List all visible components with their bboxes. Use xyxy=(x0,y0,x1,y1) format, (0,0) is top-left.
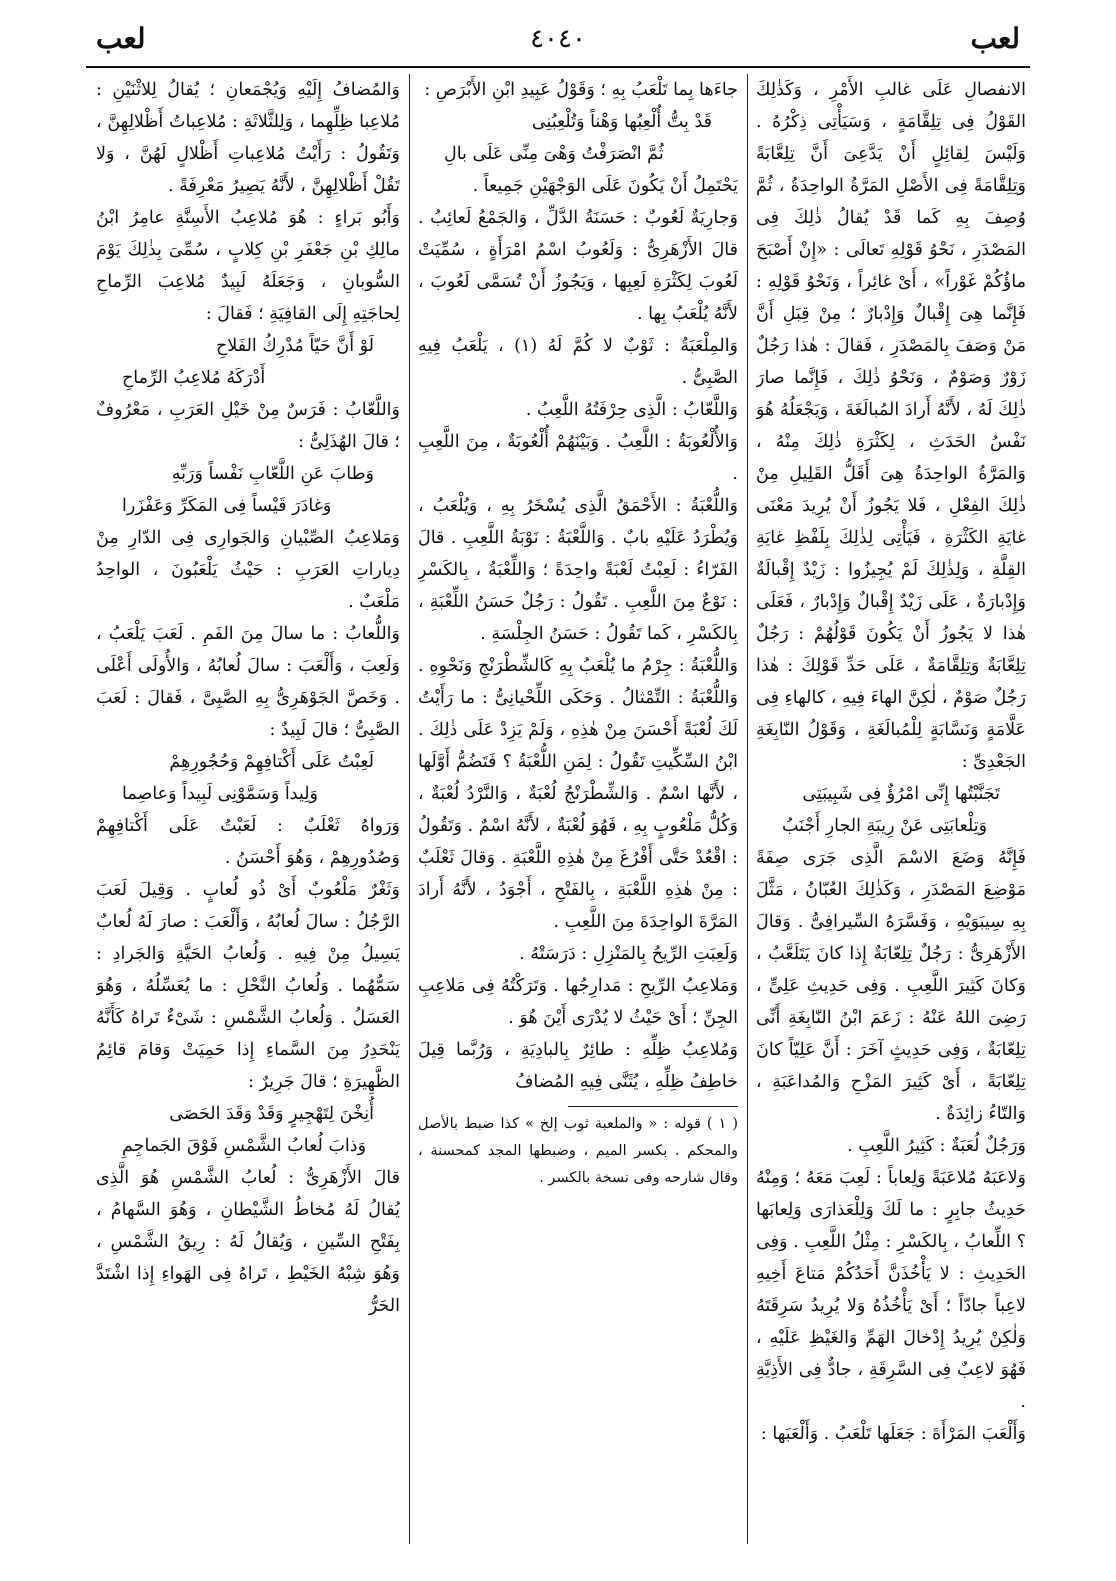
paragraph: وَالأُلْعُوبَةُ : اللَّعِبُ . وَبَيْنَهُمْ أُلْعُوبَةٌ ، مِنَ اللَّعِبِ . xyxy=(418,432,738,484)
footnote-rule xyxy=(568,1106,738,1107)
verse-line: وَطابَ عَنِ اللَّعّابِ نَفْساً وَرَبِّهِ xyxy=(171,464,374,484)
paragraph: وَثَغْرٌ مَلْعُوبٌ أَىْ ذُو لُعابٍ . وَقِيلَ لَعَبَ الرَّجُلُ : سالَ لُعابُهُ ، وَأَلْعَبَ : صارَ لَهُ لُعابٌ يَسِيلُ مِنْ فِيهِ . وَلُعابُ الحَيَّةِ وَالجَرادِ : سَمُّهُما . وَلُعابُ النَّحْلِ : ما يُعَسِّلُهُ ، وَهُوَ العَسَلُ . وَلُعابُ الشَّمْسِ : شَىْءٌ تَراهُ كَأَنَّهُ يَنْحَدِرُ مِنَ السَّماءِ إِذا حَمِيَتْ وَقامَ قائِمُ الظَّهِيرَةِ ؛ قالَ جَرِيرٌ : xyxy=(96,880,400,1092)
verse-line: تَجَنَّبْتُها إِنِّى امْرُؤٌ فِى شَبِيبَتِى xyxy=(802,784,1000,804)
paragraph: وَلاعَبَهُ مُلاعَبَةً وَلِعاباً : لَعِبَ مَعَهُ ؛ وَمِنْهُ حَدِيثُ جابِرٍ : ما لَكَ وَلِلْعَذارَى وَلِعابَها ؟ اللِّعابُ ، بِالكَسْرِ : مِثْلُ اللَّعِبِ . وَفِى الحَدِيثِ : لا يَأْخُذَنَّ أَحَدُكُمْ مَتاعَ أَخِيهِ لاعِباً جادّاً ؛ أَىْ يَأْخُذُهُ وَلا يُرِيدُ سَرِقَتَهُ وَلٰكِنْ يُرِيدُ إِدْخالَ الهَمِّ وَالغَيْظِ عَلَيْهِ ، فَهُوَ لاعِبٌ فِى السَّرِقَةِ ، جادٌّ فِى الأَذِيَّةِ . xyxy=(756,1168,1026,1412)
paragraph: وَأَبُو بَراءٍ : هُوَ مُلاعِبُ الأَسِنَّةِ عامِرُ ابْنُ مالِكِ بْنِ جَعْفَرِ بْنِ كِلابٍ ، سُمِّىَ بِذٰلِكَ يَوْمَ السُّوبانِ ، وَجَعَلَهُ لَبِيدٌ مُلاعِبَ الرِّماحِ لِحاجَتِهِ إِلَى القافِيَةِ ؛ فَقالَ : xyxy=(96,208,400,324)
verse-line: قَدْ بِتُّ أُلْعِبُها وَهْناً وَتُلْعِبُنِى xyxy=(531,112,712,132)
verse-line: لَوْ أَنَّ حَيّاً مُدْرِكُ الفَلاحِ xyxy=(216,336,374,356)
verse-line: وَلِيداً وَسَمَّوْنِى لَبِيداً وَعاصِما xyxy=(122,784,319,804)
paragraph: وَجارِيَةٌ لَعُوبٌ : حَسَنَةُ الدَّلِّ ، وَالجَمْعُ لَعائِبُ . قالَ الأَزْهَرِىُّ : وَلَعُوبُ اسْمُ امْرَأَةٍ ، سُمِّيَتْ لَعُوبَ لِكَثْرَةِ لَعِبِها ، وَيَجُوزُ أَنْ تُسَمَّى لَعُوبَ ، لأَنَّهُ يُلْعَبُ بِها . xyxy=(418,208,738,324)
verse-line: أُنِخْنَ لِتَهْجِيرٍ وَقَدْ وَقَدَ الحَصَى xyxy=(169,1104,374,1124)
verse-line: أَدْرَكَهُ مُلاعِبُ الرِّماحِ xyxy=(122,368,266,388)
verse-line: وَتِلْعابَتِى عَنْ رِيبَةِ الجارِ أَجْنَبُ xyxy=(782,816,988,836)
text-column-right xyxy=(756,74,1026,1544)
text-column-middle xyxy=(418,74,738,1544)
paragraph: وَاللَّعّابُ : فَرَسٌ مِنْ خَيْلِ العَرَبِ ، مَعْرُوفٌ ؛ قالَ الهُذَلِىُّ : xyxy=(96,400,400,452)
paragraph: وَاللَّعّابُ : الَّذِى حِرْفَتُهُ اللَّعِبُ . xyxy=(525,400,738,420)
paragraph: قالَ الأَزْهَرِىُّ : لُعابُ الشَّمْسِ هُوَ الَّذِى يُقالُ لَهُ مُخاطُ الشَّيْطانِ ، وَهُوَ السَّهامُ ، بِفَتْحِ السِّينِ ، وَيُقالُ لَهُ : رِيقُ الشَّمْسِ ، وَهُوَ شِبْهُ الخَيْطِ ، تَراهُ فِى الهَواءِ إِذا اشْتَدَّ الحَرُّ xyxy=(96,1168,400,1316)
paragraph: جاءَها بِما تَلْعَبُ بِهِ ؛ وَقَوْلُ عَبِيدِ ابْنِ الأَبْرَصِ : xyxy=(424,80,738,100)
paragraph: فَإِنَّهُ وَضَعَ الاسْمَ الَّذِى جَرَى صِفَةً مَوْضِعَ المَصْدَرِ ، وَكَذٰلِكَ العُبّانُ ، مَثَّلَ بِهِ سِيبَوَيْهِ ، وَفَسَّرَهُ السِّيرافِىُّ . وَقالَ الأَزْهَرِىُّ : رَجُلٌ تِلِعّابَةٌ إِذا كانَ يَتَلَعَّبُ ، وَكانَ كَثِيرَ اللَّعِبِ . وَفِى حَدِيثِ عَلِىٍّ ، رَضِىَ اللهُ عَنْهُ : زَعَمَ ابْنُ النّابِغَةِ أَنِّى تِلِعّابَةٌ ، وَفِى حَدِيثٍ آخَرَ : أَنَّ عَلِيّاً كانَ تِلِعّابَةً ، أَىْ كَثِيرَ المَزْحِ وَالمُداعَبَةِ ، وَالتّاءُ زائِدَةٌ . xyxy=(756,848,1026,1124)
verse-line: ثُمَّ انْصَرَفْتُ وَهْىَ مِنِّى عَلَى بالِ xyxy=(444,144,664,164)
page-header xyxy=(86,16,1030,68)
paragraph: وَرَجُلٌ لُعَبَةٌ : كَثِيرُ اللَّعِبِ . xyxy=(847,1136,1026,1156)
paragraph: وَمُلاعِبُ ظِلِّهِ : طائِرٌ بِالبادِيَةِ ، وَرُبَّما قِيلَ خاطِفُ ظِلِّهِ ، يُثَنَّى فِيهِ المُضافُ xyxy=(418,1040,738,1092)
footnote: ( ١ ) قوله : « والملعبة ثوب إلخ » كذا ضبط بالأصل والمحكم . بكسر الميم ، وضبطها المجد كمحسنة ، وقال شارحه وفى نسخة بالكسر . xyxy=(418,1116,738,1186)
paragraph: وَاللُّعْبَةُ : جِرْمُ ما يُلْعَبُ بِهِ كَالشِّطْرَنْجِ وَنَحْوِهِ . وَاللُّعْبَةُ : التِّمْثالُ . وَحَكَى اللِّحْيانِىُّ : ما رَأَيْتُ لَكَ لُعْبَةً أَحْسَنَ مِنْ هٰذِهِ ، وَلَمْ يَزِدْ عَلَى ذٰلِكَ . ابْنُ السِّكِّيتِ تَقُولُ : لِمَنِ اللُّعْبَةُ ؟ فَتَضُمُّ أَوَّلَها ، لأَنَّها اسْمٌ . وَالشِّطْرَنْجُ لُعْبَةٌ ، وَالنَّرْدُ لُعْبَةٌ ، وَكُلُّ مَلْعُوبٍ بِهِ ، فَهُوَ لُعْبَةٌ ، لأَنَّهُ اسْمٌ . وَتَقُولُ : اقْعُدْ حَتَّى أَفْرُغَ مِنْ هٰذِهِ اللَّعْبَةِ . وَقالَ ثَعْلَبٌ : مِنْ هٰذِهِ اللَّعْبَةِ ، بِالفَتْحِ ، أَجْوَدُ ، لأَنَّهُ أَرادَ المَرَّةَ الواحِدَةَ مِنَ اللَّعِبِ . xyxy=(418,656,738,932)
text-column-left xyxy=(96,74,400,1544)
paragraph: الانفصالِ عَلَى غالبِ الأَمْرِ ، وَكَذٰلِكَ القَوْلُ فِى تِلِقَّامَةٍ ، وَسَيَأْتِى ذِكْرُهُ . وَلَيْسَ لِقائِلٍ أَنْ يَدَّعِىَ أَنَّ تِلِعَّابَةً وَتِلِقَّامَةً فِى الأَصْلِ المَرَّةُ الواحِدَةُ ، ثُمَّ وُصِفَ بِهِ كَما قَدْ يُقالُ ذٰلِكَ فِى المَصْدَرِ ، نَحْوُ قَوْلِهِ تَعالَى : «إِنْ أَصْبَحَ ماؤُكُمْ غَوْراً» ، أَىْ غائِراً ، وَنَحْوُ قَوْلِهِ : فَإِنَّما هِىَ إِقْبالٌ وَإِدْبارٌ ؛ مِنْ قِبَلِ أَنَّ مَنْ وَصَفَ بِالمَصْدَرِ ، فَقالَ : هٰذا رَجُلٌ زَوْرٌ وَصَوْمٌ ، وَنَحْوُ ذٰلِكَ ، فَإِنَّما صارَ ذٰلِكَ لَهُ ، لأَنَّهُ أَرادَ المُبالَغَةَ ، وَيَجْعَلُهُ هُوَ نَفْسُ الحَدَثِ ، لِكَثْرَةِ ذٰلِكَ مِنْهُ ، وَالمَرَّةُ الواحِدَةُ هِىَ أَقَلُّ القَلِيلِ مِنْ ذٰلِكَ الفِعْلِ ، فَلا يَجُوزُ أَنْ يُرِيدَ مَعْنَى غايَةِ الكَثْرَةِ ، فَيَأْتِى لِذٰلِكَ بِلَفْظِ غايَةِ القِلَّةِ ، وَلِذٰلِكَ لَمْ يُجِيزُوا : زَيْدٌ إِقْبالَةٌ وَإِدْبارَةٌ ، عَلَى زَيْدٌ إِقْبالٌ وَإِدْبارٌ ، فَعَلَى هٰذا لا يَجُوزُ أَنْ يَكُونَ قَوْلُهُمْ : رَجُلٌ تِلِعَّابَةٌ وَتِلِقَّامَةٌ ، عَلَى حَدِّ قَوْلِكَ : هٰذا رَجُلٌ صَوْمٌ ، لٰكِنَّ الهاءَ فِيهِ ، كالهاءِ فِى عَلَّامَةٍ وَنَسَّابَةٍ لِلْمُبالَغَةِ ، وَقَوْلُ النّابِغَةِ الجَعْدِىِّ : xyxy=(756,80,1026,772)
verse-line: وَغادَرَ قَيْساً فِى المَكَرِّ وَعَفْزَرا xyxy=(122,496,332,516)
verse-line: وَذابَ لُعابُ الشَّمْسِ فَوْقَ الجَماجِمِ xyxy=(122,1136,367,1156)
paragraph: وَاللُّعابُ : ما سالَ مِنَ الفَمِ . لَعَبَ يَلْعَبُ ، وَلَعِبَ ، وَأَلْعَبَ : سالَ لُعابُهُ ، وَالأُولَى أَعْلَى . وَخَصَّ الجَوْهَرِىُّ بِهِ الصَّبِىَّ ، فَقالَ : لَعَبَ الصَّبِىُّ ؛ قالَ لَبِيدٌ : xyxy=(96,624,400,740)
paragraph: وَالمِلْعَبَةُ : ثَوْبٌ لا كُمَّ لَهُ (١) ، يَلْعَبُ فِيهِ الصَّبِىُّ . xyxy=(418,336,738,388)
column-divider xyxy=(747,74,748,1544)
header-word-right: لعب xyxy=(970,22,1020,55)
column-divider xyxy=(409,74,410,1544)
paragraph: وَمَلاعِبُ الرِّيحِ : مَدارِجُها . وَتَرَكْتُهُ فِى مَلاعِبِ الجِنِّ ؛ أَىْ حَيْثُ لا يُدْرَى أَيْنَ هُوَ . xyxy=(418,976,738,1028)
paragraph: وَمَلاعِبُ الصِّبْيانِ وَالجَوارِى فِى الدّارِ مِنْ دِياراتِ العَرَبِ : حَيْثُ يَلْعَبُونَ ، الواحِدُ مَلْعَبٌ . xyxy=(96,528,400,612)
paragraph: وَرَواهُ ثَعْلَبٌ : لَعَبْتُ عَلَى أَكْتافِهِمْ وَصُدُورِهِمْ ، وَهُوَ أَحْسَنُ . xyxy=(96,816,400,868)
paragraph: وَاللُّعْبَةُ : الأَحْمَقُ الَّذِى يُسْخَرُ بِهِ ، وَيُلْعَبُ ، وَيُطْرَدُ عَلَيْهِ بابٌ . وَاللَّعْبَةُ : نَوْبَةُ اللَّعِبِ . قالَ الفَرّاءُ : لَعِبْتُ لَعْبَةً واحِدَةً ؛ وَاللِّعْبَةُ ، بِالكَسْرِ : نَوْعٌ مِنَ اللَّعِبِ . تَقُولُ : رَجُلٌ حَسَنُ اللِّعْبَةِ ، بِالكَسْرِ ، كَما تَقُولُ : حَسَنُ الجِلْسَةِ . xyxy=(418,496,738,644)
paragraph: وَالمُضافُ إِلَيْهِ وَيُجْمَعانِ ؛ يُقالُ لِلاثْنَيْنِ : مُلاعِبا ظِلِّهِما ، وَلِلثَّلاثَةِ : مُلاعِباتُ أَظْلالِهِنَّ ، وَتَقُولُ : رَأَيْتُ مُلاعِباتِ أَظْلالٍ لَهُنَّ ، وَلا تَقُلْ أَظْلالِهِنَّ ، لأَنَّهُ يَصِيرُ مَعْرِفَةً . xyxy=(96,80,400,196)
paragraph: وَأَلْعَبَ المَرْأَةَ : جَعَلَها تَلْعَبُ . وَأَلْعَبَها : xyxy=(760,1424,1026,1444)
page-number: ٤٠٤٠ xyxy=(530,24,586,54)
paragraph: وَلَعِبَتِ الرِّيحُ بِالمَنْزِلِ : دَرَسَتْهُ . xyxy=(519,944,738,964)
header-word-left: لعب xyxy=(96,22,146,55)
verse-line: لَعِبْتُ عَلَى أَكْتافِهِمْ وَحُجُورِهِمْ xyxy=(169,752,374,772)
paragraph: يَحْتَمِلُ أَنْ يَكُونَ عَلَى الوَجْهَيْنِ جَمِيعاً . xyxy=(472,176,738,196)
